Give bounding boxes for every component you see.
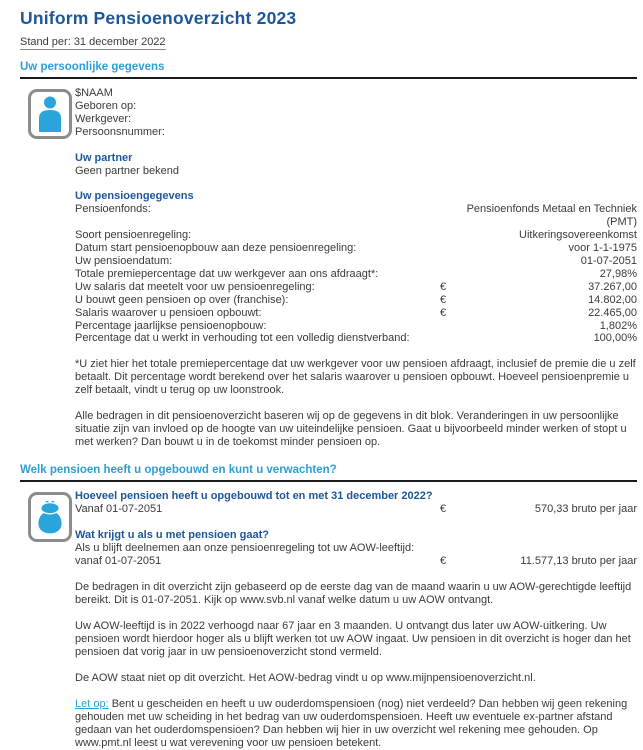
row-value: 14.802,00 xyxy=(588,293,637,306)
amounts-note: Alle bedragen in dit pensioenoverzicht baseren wij op de gegevens in dit blok. Veranderingen in uw persoonlijke situatie zijn van invloed op de hoogte van uw uiteindelijke pensioen. Gaat u bijvoorbeeld minder werken of stopt u met werken? Dan bouwt u in de toekomst minder pensioen op. xyxy=(75,410,627,449)
row-value: 1,802% xyxy=(599,319,637,332)
coin-purse-icon xyxy=(28,492,72,542)
table-row xyxy=(75,332,637,345)
pension-details-heading: Uw pensioengegevens xyxy=(75,190,194,203)
row-label: Soort pensioenregeling: xyxy=(75,229,192,242)
spacer xyxy=(75,516,637,529)
currency-symbol: € xyxy=(440,280,447,293)
section-divider xyxy=(20,77,637,79)
person-name: $NAAM xyxy=(75,87,113,99)
person-icon xyxy=(28,89,72,139)
row-value: 22.465,00 xyxy=(588,306,637,319)
accrued-row xyxy=(75,503,637,516)
pension-amounts-block xyxy=(20,490,637,750)
row-value: 01-07-2051 xyxy=(580,254,637,267)
aow-age-paragraph: Uw AOW-leeftijd is in 2022 verhoogd naar 67 jaar en 3 maanden. U ontvangt dus later uw AOW-uitkering. Uw pensioen wordt hierdoor hoger als u blijft werken tot uw AOW ingaat. Uw pensioen in dit overzicht is hoger dan het pensioen dat vorig jaar in uw pensioenoverzicht stond vermeld. xyxy=(75,619,631,658)
spacer xyxy=(75,177,637,190)
expected-row xyxy=(75,555,637,568)
row-label: Percentage dat u werkt in verhouding tot een volledig dienstverband: xyxy=(75,332,410,345)
section-divider xyxy=(20,480,637,482)
warning-text: Bent u gescheiden en heeft u uw ouderdomspensioen (nog) niet verdeeld? Dan hebben wij geen rekening gehouden met uw scheiding in het bedrag van uw ouderdomspensioen. Heeft uw eventuele ex-partner afstand gedaan van het ouderdomspensioen? Dan hebben wij hier in uw overzicht wel rekening mee gehouden. Op www.pmt.nl leest u wat verevening voor uw pensioen betekent. xyxy=(75,697,628,749)
table-row xyxy=(75,294,637,307)
table-row xyxy=(75,268,637,281)
person-icon-glyph xyxy=(35,96,65,132)
currency-symbol: € xyxy=(440,306,447,319)
row-value: 570,33 bruto per jaar xyxy=(534,503,637,516)
currency-symbol: € xyxy=(440,503,447,516)
row-label: Totale premiepercentage dat uw werkgever aan ons afdraagt*: xyxy=(75,267,379,280)
row-label: Datum start pensioenopbouw aan deze pensioenregeling: xyxy=(75,242,357,255)
personal-data-block xyxy=(20,87,637,449)
employer-label: Werkgever: xyxy=(75,112,132,125)
row-label: U bouwt geen pensioen op over (franchise): xyxy=(75,293,289,306)
table-row xyxy=(75,281,637,294)
table-row xyxy=(75,320,637,333)
currency-symbol xyxy=(440,255,454,268)
aow-date-paragraph: De bedragen in dit overzicht zijn gebaseerd op de eerste dag van de maand waarin u uw AOW-gerechtigde leeftijd bereikt. Dit is 01-07-2051. Kijk op www.svb.nl vanaf welke datum u uw AOW ontvangt. xyxy=(75,580,632,606)
row-label: Vanaf 01-07-2051 xyxy=(75,503,163,516)
row-value: voor 1-1-1975 xyxy=(568,242,637,255)
premium-footnote: *U ziet hier het totale premiepercentage dat uw werkgever voor uw pensioen afdraagt, inclusief de premie die u zelf betaalt. Dit percentage wordt berekend over het salaris waarover u pensioen opbouwt. Hoeveel pensioenpremie u zelf betaalt, vindt u terug op uw loonstrook. xyxy=(75,358,636,397)
person-number-label: Persoonsnummer: xyxy=(75,125,165,138)
accrued-heading: Hoeveel pensioen heeft u opgebouwd tot en met 31 december 2022? xyxy=(75,490,433,503)
currency-symbol xyxy=(440,268,454,281)
warning-label: Let op: xyxy=(75,697,109,710)
row-value: 100,00% xyxy=(593,332,637,345)
table-row xyxy=(75,242,637,255)
table-row xyxy=(75,255,637,268)
row-value: Pensioenfonds Metaal en Techniek (PMT) xyxy=(466,203,637,229)
divorce-warning-paragraph xyxy=(75,698,637,750)
row-label: Uw pensioendatum: xyxy=(75,254,173,267)
aow-amount-paragraph: De AOW staat niet op dit overzicht. Het AOW-bedrag vindt u op www.mijnpensioenoverzicht.nl. xyxy=(75,671,536,684)
currency-symbol: € xyxy=(440,554,447,567)
row-value: Uitkeringsovereenkomst xyxy=(519,229,637,242)
table-row xyxy=(75,203,637,229)
born-label: Geboren op: xyxy=(75,99,137,112)
partner-value: Geen partner bekend xyxy=(75,164,179,177)
row-value: 27,98% xyxy=(599,267,637,280)
currency-symbol xyxy=(440,332,454,345)
coin-purse-icon-glyph xyxy=(34,498,66,536)
row-label: vanaf 01-07-2051 xyxy=(75,554,162,567)
currency-symbol xyxy=(440,203,454,229)
row-label: Pensioenfonds: xyxy=(75,203,151,216)
currency-symbol xyxy=(440,242,454,255)
row-value: 11.577,13 bruto per jaar xyxy=(520,554,637,567)
expected-heading: Wat krijgt u als u met pensioen gaat? xyxy=(75,529,269,542)
section-header-personal: Uw persoonlijke gegevens xyxy=(20,61,165,73)
spacer xyxy=(75,139,637,152)
row-label: Salaris waarover u pensioen opbouwt: xyxy=(75,306,262,319)
date-line: Stand per: 31 december 2022 xyxy=(20,36,166,48)
expected-intro: Als u blijft deelnemen aan onze pensioenregeling tot uw AOW-leeftijd: xyxy=(75,542,415,555)
currency-symbol xyxy=(440,229,454,242)
section-header-pension: Welk pensioen heeft u opgebouwd en kunt u verwachten? xyxy=(20,464,337,477)
currency-symbol: € xyxy=(440,293,447,306)
row-value: 37.267,00 xyxy=(588,280,637,293)
table-row xyxy=(75,307,637,320)
row-label: Percentage jaarlijkse pensioenopbouw: xyxy=(75,319,267,332)
partner-heading: Uw partner xyxy=(75,151,133,164)
page-title: Uniform Pensioenoverzicht 2023 xyxy=(20,8,297,28)
table-row xyxy=(75,229,637,242)
row-label: Uw salaris dat meetelt voor uw pensioenregeling: xyxy=(75,280,315,293)
currency-symbol xyxy=(440,320,454,333)
